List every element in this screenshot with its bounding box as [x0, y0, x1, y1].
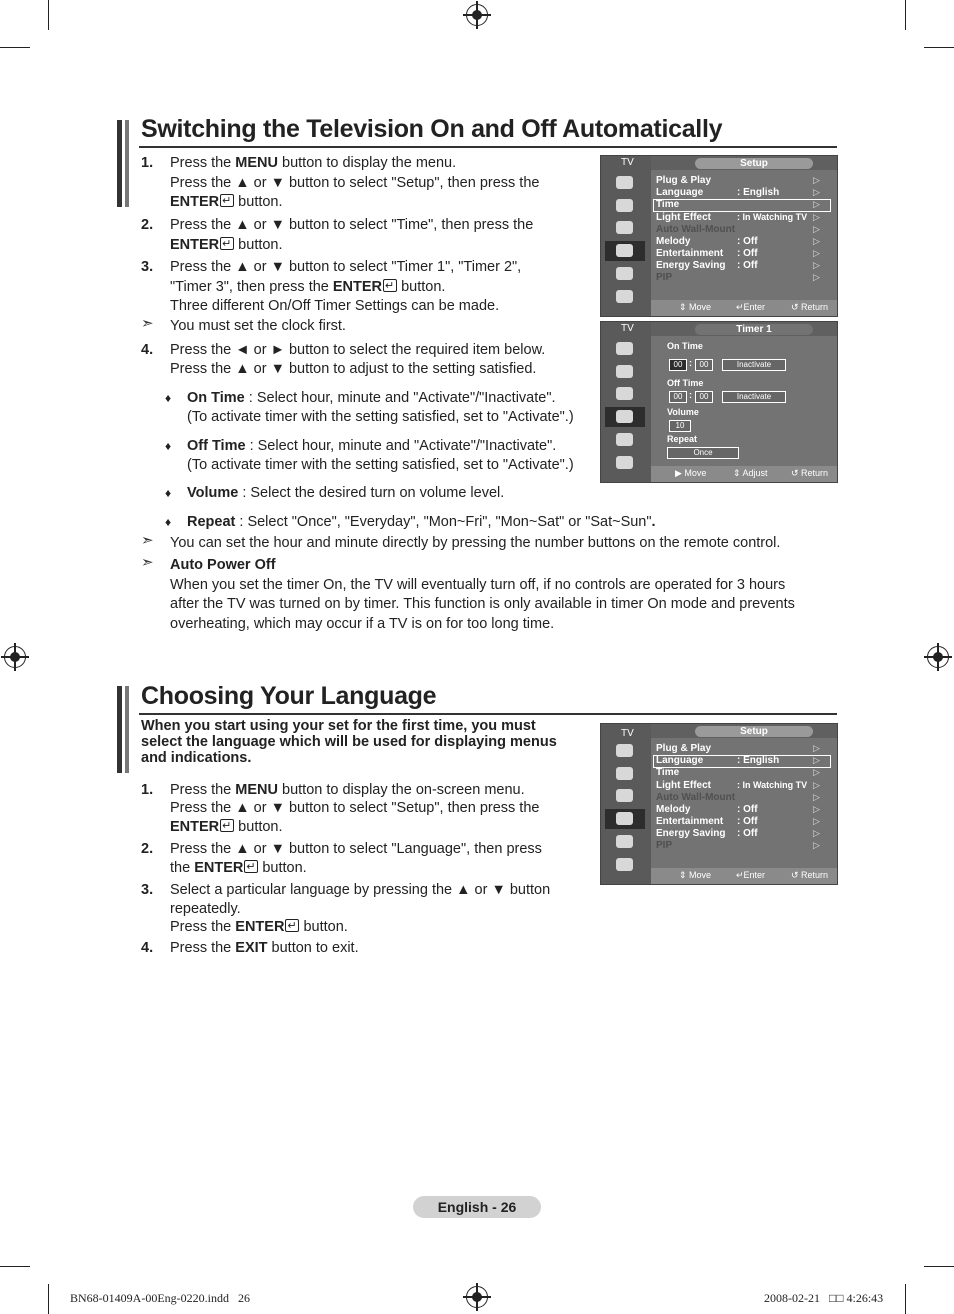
enter-icon: [244, 860, 258, 873]
osd-value: : Off: [737, 248, 758, 259]
step-2-line-1: Press the ▲ or ▼ button to select "Time", then press the: [170, 217, 534, 233]
step-1-line-3: ENTER↵ button.: [170, 193, 283, 212]
osd-footer-move: Move: [684, 468, 707, 478]
lang-step-1-line-3: ENTER↵ button.: [170, 818, 283, 837]
bullet-icon: ♦: [165, 391, 172, 405]
bullet-icon: ♦: [165, 486, 172, 500]
osd-row: Melody: [656, 236, 691, 247]
input-icon: [605, 430, 645, 450]
osd-setup-menu-time: TV Setup Plug & Play Language : English Time Light Effect : In Watching TV Auto Wall-Mount Melody : Off Entertainment : Off Energy Saving : Off PIP ▷ ▷ ▷ ▷ ▷ ▷ ▷ ▷ ▷ ⇕ Move ↵Enter ↺ Return: [600, 155, 838, 317]
setup-icon: [605, 407, 645, 427]
print-date-info: 2008-02-21 □□ 4:26:43: [764, 1291, 884, 1305]
sound-icon: [605, 764, 645, 784]
osd-footer-enter: Enter: [743, 302, 766, 312]
step-4-line-2: Press the ▲ or ▼ button to adjust to the setting satisfied.: [170, 361, 537, 377]
lang-step-2-line-1: Press the ▲ or ▼ button to select "Language", then press: [170, 841, 542, 857]
item-on-time: On Time : Select hour, minute and "Activate"/"Inactivate".: [187, 390, 556, 406]
osd-footer-enter: Enter: [743, 870, 766, 880]
channel-icon: [605, 218, 645, 238]
note-arrow-icon: ➣: [141, 554, 154, 571]
repeat-field[interactable]: Once: [667, 447, 739, 459]
osd-footer-adjust: Adjust: [742, 468, 768, 478]
osd-footer-return: Return: [801, 302, 829, 312]
osd-value: : Off: [737, 236, 758, 247]
lang-step-3-line-3: Press the ENTER↵ button.: [170, 918, 348, 937]
step-3-line-2: "Timer 3", then press the ENTER↵ button.: [170, 278, 445, 297]
step-number: 1.: [141, 782, 154, 798]
lang-step-3-line-1: Select a particular language by pressing the ▲ or ▼ button: [170, 882, 551, 898]
digital-icon: [605, 855, 645, 875]
registration-mark-icon: [4, 646, 26, 668]
item-volume: Volume : Select the desired turn on volume level.: [187, 485, 505, 501]
auto-power-off-line: When you set the timer On, the TV will eventually turn off, if no controls are operated for 3 hours: [170, 577, 786, 593]
osd-value: : Off: [737, 816, 758, 827]
step-number: 2.: [141, 217, 154, 233]
osd-row: Time: [656, 199, 680, 210]
osd-row: Time: [656, 767, 680, 778]
enter-icon: [220, 194, 234, 207]
osd-row: PIP: [656, 840, 673, 851]
step-4-line-1: Press the ◄ or ► button to select the required item below.: [170, 342, 546, 358]
print-file-info: BN68-01409A-00Eng-0220.indd 26: [70, 1291, 250, 1305]
on-time-label: On Time: [667, 341, 703, 351]
registration-mark-icon: [466, 1286, 488, 1308]
osd-tv-label: TV: [621, 728, 634, 739]
channel-icon: [605, 786, 645, 806]
off-state-field[interactable]: Inactivate: [722, 391, 786, 403]
osd-title: Setup: [695, 726, 813, 737]
osd-row: Energy Saving: [656, 828, 726, 839]
setup-icon: [605, 809, 645, 829]
osd-title: Setup: [695, 158, 813, 169]
osd-row: Energy Saving: [656, 260, 726, 271]
item-on-time-note: (To activate timer with the setting satisfied, set to "Activate".): [187, 409, 574, 425]
note-number-buttons: You can set the hour and minute directly by pressing the number buttons on the remote control.: [170, 535, 781, 551]
step-number: 1.: [141, 155, 154, 171]
osd-value: : English: [737, 755, 780, 766]
step-number: 3.: [141, 882, 154, 898]
page-number: English - 26: [413, 1196, 541, 1218]
on-hour-field[interactable]: 00: [669, 359, 687, 371]
lang-step-3-line-2: repeatedly.: [170, 901, 241, 917]
osd-row: Melody: [656, 804, 691, 815]
osd-row: PIP: [656, 272, 673, 283]
sound-icon: [605, 196, 645, 216]
step-number: 3.: [141, 259, 154, 275]
step-2-line-2: ENTER↵ button.: [170, 236, 283, 255]
osd-row: Auto Wall-Mount: [656, 792, 736, 803]
step-3-line-3: Three different On/Off Timer Settings can be made.: [170, 298, 500, 314]
osd-footer-move: Move: [689, 302, 712, 312]
channel-icon: [605, 384, 645, 404]
enter-icon: [383, 279, 397, 292]
picture-icon: [605, 173, 645, 193]
volume-label: Volume: [667, 407, 699, 417]
input-icon: [605, 832, 645, 852]
digital-icon: [605, 287, 645, 307]
osd-row: Language: [656, 755, 704, 766]
osd-footer-return: Return: [801, 468, 829, 478]
osd-row: Auto Wall-Mount: [656, 224, 736, 235]
step-number: 4.: [141, 940, 154, 956]
volume-field[interactable]: 10: [669, 420, 691, 432]
osd-tv-label: TV: [621, 323, 634, 334]
section-title-language: Choosing Your Language: [141, 682, 437, 710]
auto-power-off-line: overheating, which may occur if a TV is on for too long time.: [170, 616, 555, 632]
repeat-label: Repeat: [667, 434, 698, 444]
osd-row: Entertainment: [656, 816, 724, 827]
step-number: 2.: [141, 841, 154, 857]
picture-icon: [605, 339, 645, 359]
osd-row: Entertainment: [656, 248, 724, 259]
osd-row: Plug & Play: [656, 175, 712, 186]
auto-power-off-title: Auto Power Off: [170, 557, 276, 573]
item-off-time-note: (To activate timer with the setting satisfied, set to "Activate".): [187, 457, 574, 473]
osd-value: : Off: [737, 804, 758, 815]
enter-icon: [285, 919, 299, 932]
language-intro-line: and indications.: [141, 750, 252, 766]
enter-icon: [220, 819, 234, 832]
enter-icon: [220, 237, 234, 250]
item-repeat: Repeat : Select "Once", "Everyday", "Mon~Fri", "Mon~Sat" or "Sat~Sun".: [187, 514, 656, 530]
step-1-line-2: Press the ▲ or ▼ button to select "Setup", then press the: [170, 175, 540, 191]
lang-step-1-line-2: Press the ▲ or ▼ button to select "Setup", then press the: [170, 800, 540, 816]
off-hour-field[interactable]: 00: [669, 391, 687, 403]
osd-value: : In Watching TV: [737, 780, 808, 790]
item-off-time: Off Time : Select hour, minute and "Activate"/"Inactivate".: [187, 438, 557, 454]
osd-row: Light Effect: [656, 780, 711, 791]
osd-timer-menu: TV Timer 1 On Time 00 : 00 Inactivate Off Time 00 : 00 Inactivate Volume 10 Repeat Once ▶ Move ⇕ Adjust ↺ Return: [600, 321, 838, 483]
step-number: 4.: [141, 342, 154, 358]
osd-row: Language: [656, 187, 704, 198]
section-title-timer: Switching the Television On and Off Automatically: [141, 115, 723, 143]
registration-mark-icon: [466, 4, 488, 26]
osd-setup-menu-language: TV Setup Plug & Play Language : English Time Light Effect : In Watching TV Auto Wall-Mount Melody : Off Entertainment : Off Energy Saving : Off PIP ▷ ▷ ▷ ▷ ▷ ▷ ▷ ▷ ▷ ⇕ Move ↵Enter ↺ Return: [600, 723, 838, 885]
osd-footer-move: Move: [689, 870, 712, 880]
osd-tv-label: TV: [621, 157, 634, 168]
osd-footer-return: Return: [801, 870, 829, 880]
on-minute-field[interactable]: 00: [695, 359, 713, 371]
lang-step-4-line-1: Press the EXIT button to exit.: [170, 940, 359, 956]
osd-title: Timer 1: [695, 324, 813, 335]
picture-icon: [605, 741, 645, 761]
language-intro-line: When you start using your set for the first time, you must: [141, 718, 536, 734]
setup-icon: [605, 241, 645, 261]
language-intro-line: select the language which will be used for displaying menus: [141, 734, 557, 750]
step-1-line-1: Press the MENU button to display the menu.: [170, 155, 457, 171]
osd-row: Light Effect: [656, 212, 711, 223]
bullet-icon: ♦: [165, 515, 172, 529]
osd-value: : Off: [737, 828, 758, 839]
osd-value: : English: [737, 187, 780, 198]
sound-icon: [605, 362, 645, 382]
on-state-field[interactable]: Inactivate: [722, 359, 786, 371]
step-3-line-1: Press the ▲ or ▼ button to select "Timer 1", "Timer 2",: [170, 259, 522, 275]
osd-value: : Off: [737, 260, 758, 271]
digital-icon: [605, 453, 645, 473]
bullet-icon: ♦: [165, 439, 172, 453]
lang-step-1-line-1: Press the MENU button to display the on-screen menu.: [170, 782, 525, 798]
note-clock: You must set the clock first.: [170, 318, 346, 334]
lang-step-2-line-2: the ENTER↵ button.: [170, 859, 307, 878]
registration-mark-icon: [927, 646, 949, 668]
note-arrow-icon: ➣: [141, 532, 154, 549]
osd-value: : In Watching TV: [737, 212, 808, 222]
osd-row: Plug & Play: [656, 743, 712, 754]
off-minute-field[interactable]: 00: [695, 391, 713, 403]
auto-power-off-line: after the TV was turned on by timer. This function is only available in timer On mode and prevents: [170, 596, 795, 612]
note-arrow-icon: ➣: [141, 315, 154, 332]
off-time-label: Off Time: [667, 378, 704, 388]
input-icon: [605, 264, 645, 284]
